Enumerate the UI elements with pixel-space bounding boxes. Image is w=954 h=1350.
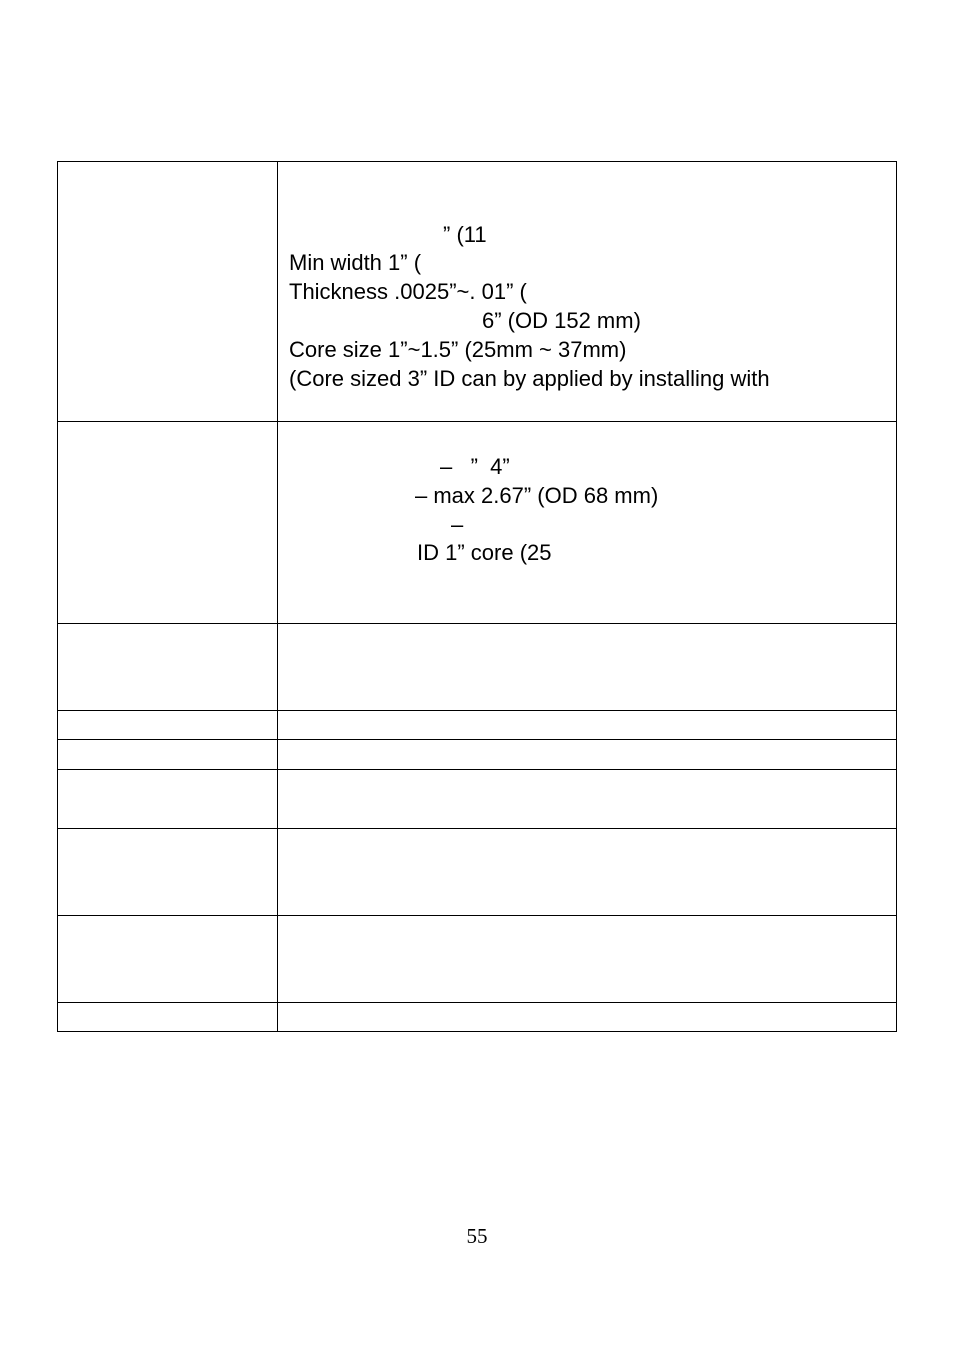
value-line: – max 2.67” (OD 68 mm) [415,483,659,508]
row-value-cell [278,829,896,915]
specifications-table [57,161,897,1032]
table-row [58,711,896,740]
row-value-cell [278,1003,896,1031]
row-value-cell [278,624,896,710]
value-line: ID 1” core (25 [417,540,552,565]
table-row [58,740,896,770]
table-row [58,422,896,624]
value-line: ” (11 [443,222,487,247]
table-row [58,162,896,422]
table-row [58,770,896,829]
row-label-cell [58,770,278,828]
row-label-cell [58,711,278,739]
value-line: – ” 4” [440,454,510,479]
row-value-cell [278,916,896,1002]
table-row [58,829,896,916]
page-number: 55 [466,1224,488,1248]
table-row [58,1003,896,1031]
row-label-cell [58,624,278,710]
row-value-cell [278,422,896,623]
row-label-cell [58,916,278,1002]
value-line: Core size 1”~1.5” (25mm ~ 37mm) [289,337,627,362]
value-line: 6” (OD 152 mm) [482,308,641,333]
value-line: (Core sized 3” ID can by applied by installing with [289,366,770,391]
row-value-cell [278,770,896,828]
value-line: – [451,512,464,537]
row-label-cell [58,422,278,623]
row-value-cell [278,162,896,421]
row-label-cell [58,162,278,421]
row-label-cell [58,1003,278,1031]
table-row [58,916,896,1003]
value-line: Min width 1” ( [289,250,422,275]
row-value-cell [278,740,896,769]
table-row [58,624,896,711]
row-label-cell [58,829,278,915]
value-line: Thickness .0025”~. 01” ( [289,279,527,304]
row-value-cell [278,711,896,739]
row-label-cell [58,740,278,769]
